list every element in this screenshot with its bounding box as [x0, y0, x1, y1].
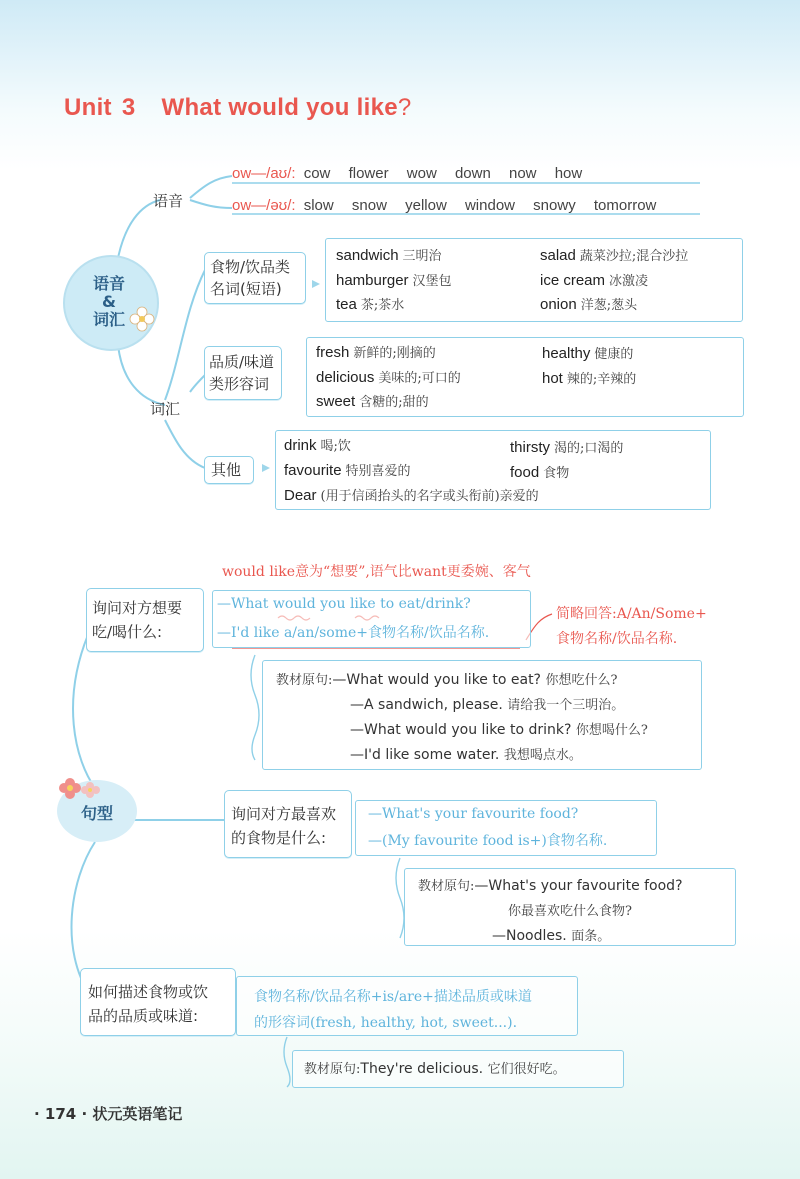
ask-fav-textbook: 教材原句:—What's your favourite food? 你最喜欢吃什么食物? —Noodles. 面条。	[418, 878, 683, 944]
ask-want-label: 询问对方想要 吃/喝什么:	[92, 599, 183, 641]
ask-fav-label: 询问对方最喜欢 的食物是什么:	[231, 805, 337, 847]
ask-want-answer: —I'd like a/an/some+食物名称/饮品名称.	[217, 625, 490, 641]
sentences-center-label: 句型	[80, 804, 113, 823]
page-number: · 174 ·	[34, 1105, 88, 1123]
flower-icon	[128, 305, 156, 333]
ask-want-textbook: 教材原句:—What would you like to eat? 你想吃什么? —A sandwich, please. 请给我一个三明治。 —What would you like to drink? 你想喝什么? —I'd like some water. 我想喝点水。	[276, 672, 648, 763]
ask-fav-question: —What's your favourite food?	[368, 806, 579, 822]
ask-fav-answer: —(My favourite food is+)食物名称.	[368, 833, 608, 849]
quality-item: fresh 新鲜的;刚摘的	[316, 344, 436, 361]
quality-item: hot 辣的;辛辣的	[542, 370, 637, 387]
quality-category-label: 品质/味道 类形容词	[209, 353, 275, 393]
other-item: Dear (用于信函抬头的名字或头衔前)亲爱的	[284, 487, 539, 504]
page-title: Unit 3 What would you like?	[64, 94, 412, 121]
quality-item: sweet 含糖的;甜的	[316, 393, 429, 410]
food-item: onion 洋葱;葱头	[540, 296, 638, 313]
phonics-row-aw: ow—/aʊ/: cow flower wow down now how	[232, 165, 583, 182]
quality-item: healthy 健康的	[542, 345, 634, 362]
ask-want-question: —What would you like to eat/drink?	[217, 596, 471, 612]
short-answer-note: 简略回答:A/An/Some+ 食物名称/饮品名称.	[556, 606, 707, 647]
quality-item: delicious 美味的;可口的	[316, 369, 461, 386]
other-item: thirsty 渴的;口渴的	[510, 439, 624, 456]
food-item: ice cream 冰激凌	[540, 272, 649, 289]
describe-pattern: 食物名称/饮品名称+is/are+描述品质或味道 的形容词(fresh, healthy, hot, sweet...).	[254, 989, 532, 1031]
food-item: sandwich 三明治	[336, 247, 442, 264]
phonics-label: 语音	[153, 192, 184, 210]
page-footer	[34, 1103, 182, 1124]
other-category-label: 其他	[211, 461, 242, 479]
other-item: food 食物	[510, 464, 570, 481]
other-item: drink 喝;饮	[284, 437, 351, 454]
food-item: hamburger 汉堡包	[336, 272, 452, 289]
flower-icon	[58, 776, 106, 802]
center-node-label: 语音 & 词汇	[92, 274, 125, 329]
food-item: tea 茶;茶水	[336, 296, 405, 313]
book-title: 状元英语笔记	[92, 1105, 183, 1123]
food-item: salad 蔬菜沙拉;混合沙拉	[540, 247, 689, 264]
describe-label: 如何描述食物或饮 品的品质或味道:	[88, 983, 209, 1025]
other-item: favourite 特别喜爱的	[284, 462, 411, 479]
vocab-label: 词汇	[150, 400, 181, 418]
food-category-label: 食物/饮品类 名词(短语)	[210, 258, 291, 298]
describe-textbook: 教材原句:They're delicious. 它们很好吃。	[304, 1061, 566, 1077]
phonics-row-ou: ow—/əʊ/: slow snow yellow window snowy tomorrow	[232, 197, 657, 214]
would-like-note: would like意为“想要”,语气比want更委婉、客气	[222, 564, 531, 580]
